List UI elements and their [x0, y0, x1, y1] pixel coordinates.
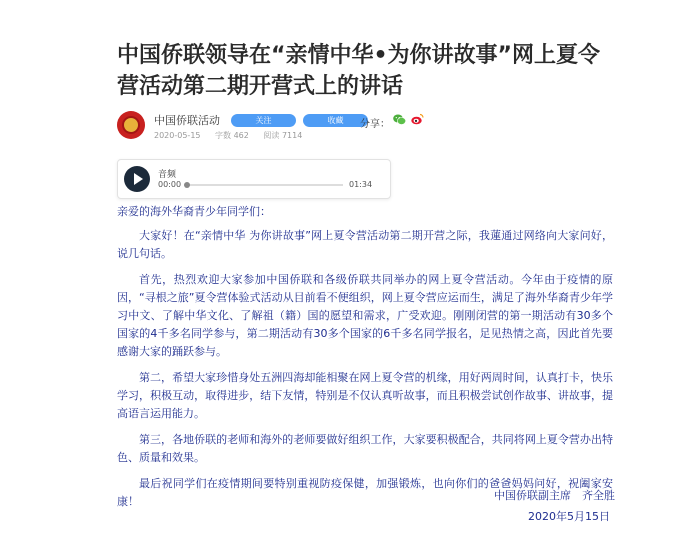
word-count: 字数 462: [215, 131, 249, 140]
author-name[interactable]: 中国侨联活动: [154, 114, 220, 127]
weibo-icon[interactable]: [411, 113, 424, 125]
article-title: 中国侨联领导在“亲情中华•为你讲故事”网上夏令营活动第二期开营式上的讲话: [117, 43, 600, 99]
follow-button[interactable]: 关注: [231, 114, 296, 127]
publish-date: 2020-05-15: [154, 131, 201, 140]
favorite-button[interactable]: 收藏: [303, 114, 368, 127]
paragraph: 大家好！在“亲情中华 为你讲故事”网上夏令营活动第二期开营之际，我蓮通过网络向大家问好，说几句话。: [117, 229, 613, 260]
author-row: [117, 110, 617, 146]
paragraph: 第三，各地侨联的老师和海外的老师要做好组织工作，大家要积极配合，共同将网上夏令营办出特色、质量和效果。: [117, 433, 613, 464]
signature-date: 2020年5月15日: [528, 510, 610, 523]
play-button[interactable]: [124, 166, 150, 192]
wechat-icon[interactable]: [393, 114, 406, 125]
audio-player: [117, 159, 391, 199]
paragraph: 最后祝同学们在疫情期间要特别重视防疫保健，加强锻炼，也向你们的爸爸妈妈问好，祝阖家安康！: [117, 477, 613, 508]
audio-progress-knob[interactable]: [184, 182, 190, 188]
author-avatar[interactable]: [117, 111, 145, 139]
article-meta: [154, 130, 314, 141]
audio-duration: 01:34: [349, 180, 373, 189]
paragraph: 第二，希望大家珍惜身处五洲四海却能相聚在网上夏令营的机缘，用好两周时间，认真打卡，快乐学习，积极互动，取得进步，结下友情，特别是不仅认真听故事，而且积极尝试创作故事、讲故事，提高语言运用能力。: [117, 371, 613, 420]
audio-current-time: 00:00: [158, 180, 182, 189]
audio-progress-track[interactable]: [186, 184, 343, 186]
article-body: [117, 203, 613, 519]
audio-title: 音频: [158, 170, 177, 180]
signature-name: 中国侨联副主席 齐全胜: [494, 489, 615, 502]
emblem-icon: [122, 116, 140, 134]
paragraph: 首先，热烈欢迎大家参加中国侨联和各级侨联共同举办的网上夏令营活动。今年由于疫情的原因，“寻根之旅”夏令营体验式活动从目前看不便组织，网上夏令营应运而生，满足了海外华裔青少年学习中文、了解中华文化、了解祖（籍）国的愿望和需求，广受欢迎。刚刚闭营的第一期活动有30多个国家的4千多名同学参与，第二期活动有30多个国家的6千多名同学报名，足见热情之高，因此首先要感谢大家的踊跃参与。: [117, 273, 613, 358]
greeting: 亲爱的海外华裔青少年同学们：: [117, 205, 271, 218]
share-label: 分享：: [360, 119, 390, 130]
read-count: 阅读 7114: [263, 131, 303, 140]
